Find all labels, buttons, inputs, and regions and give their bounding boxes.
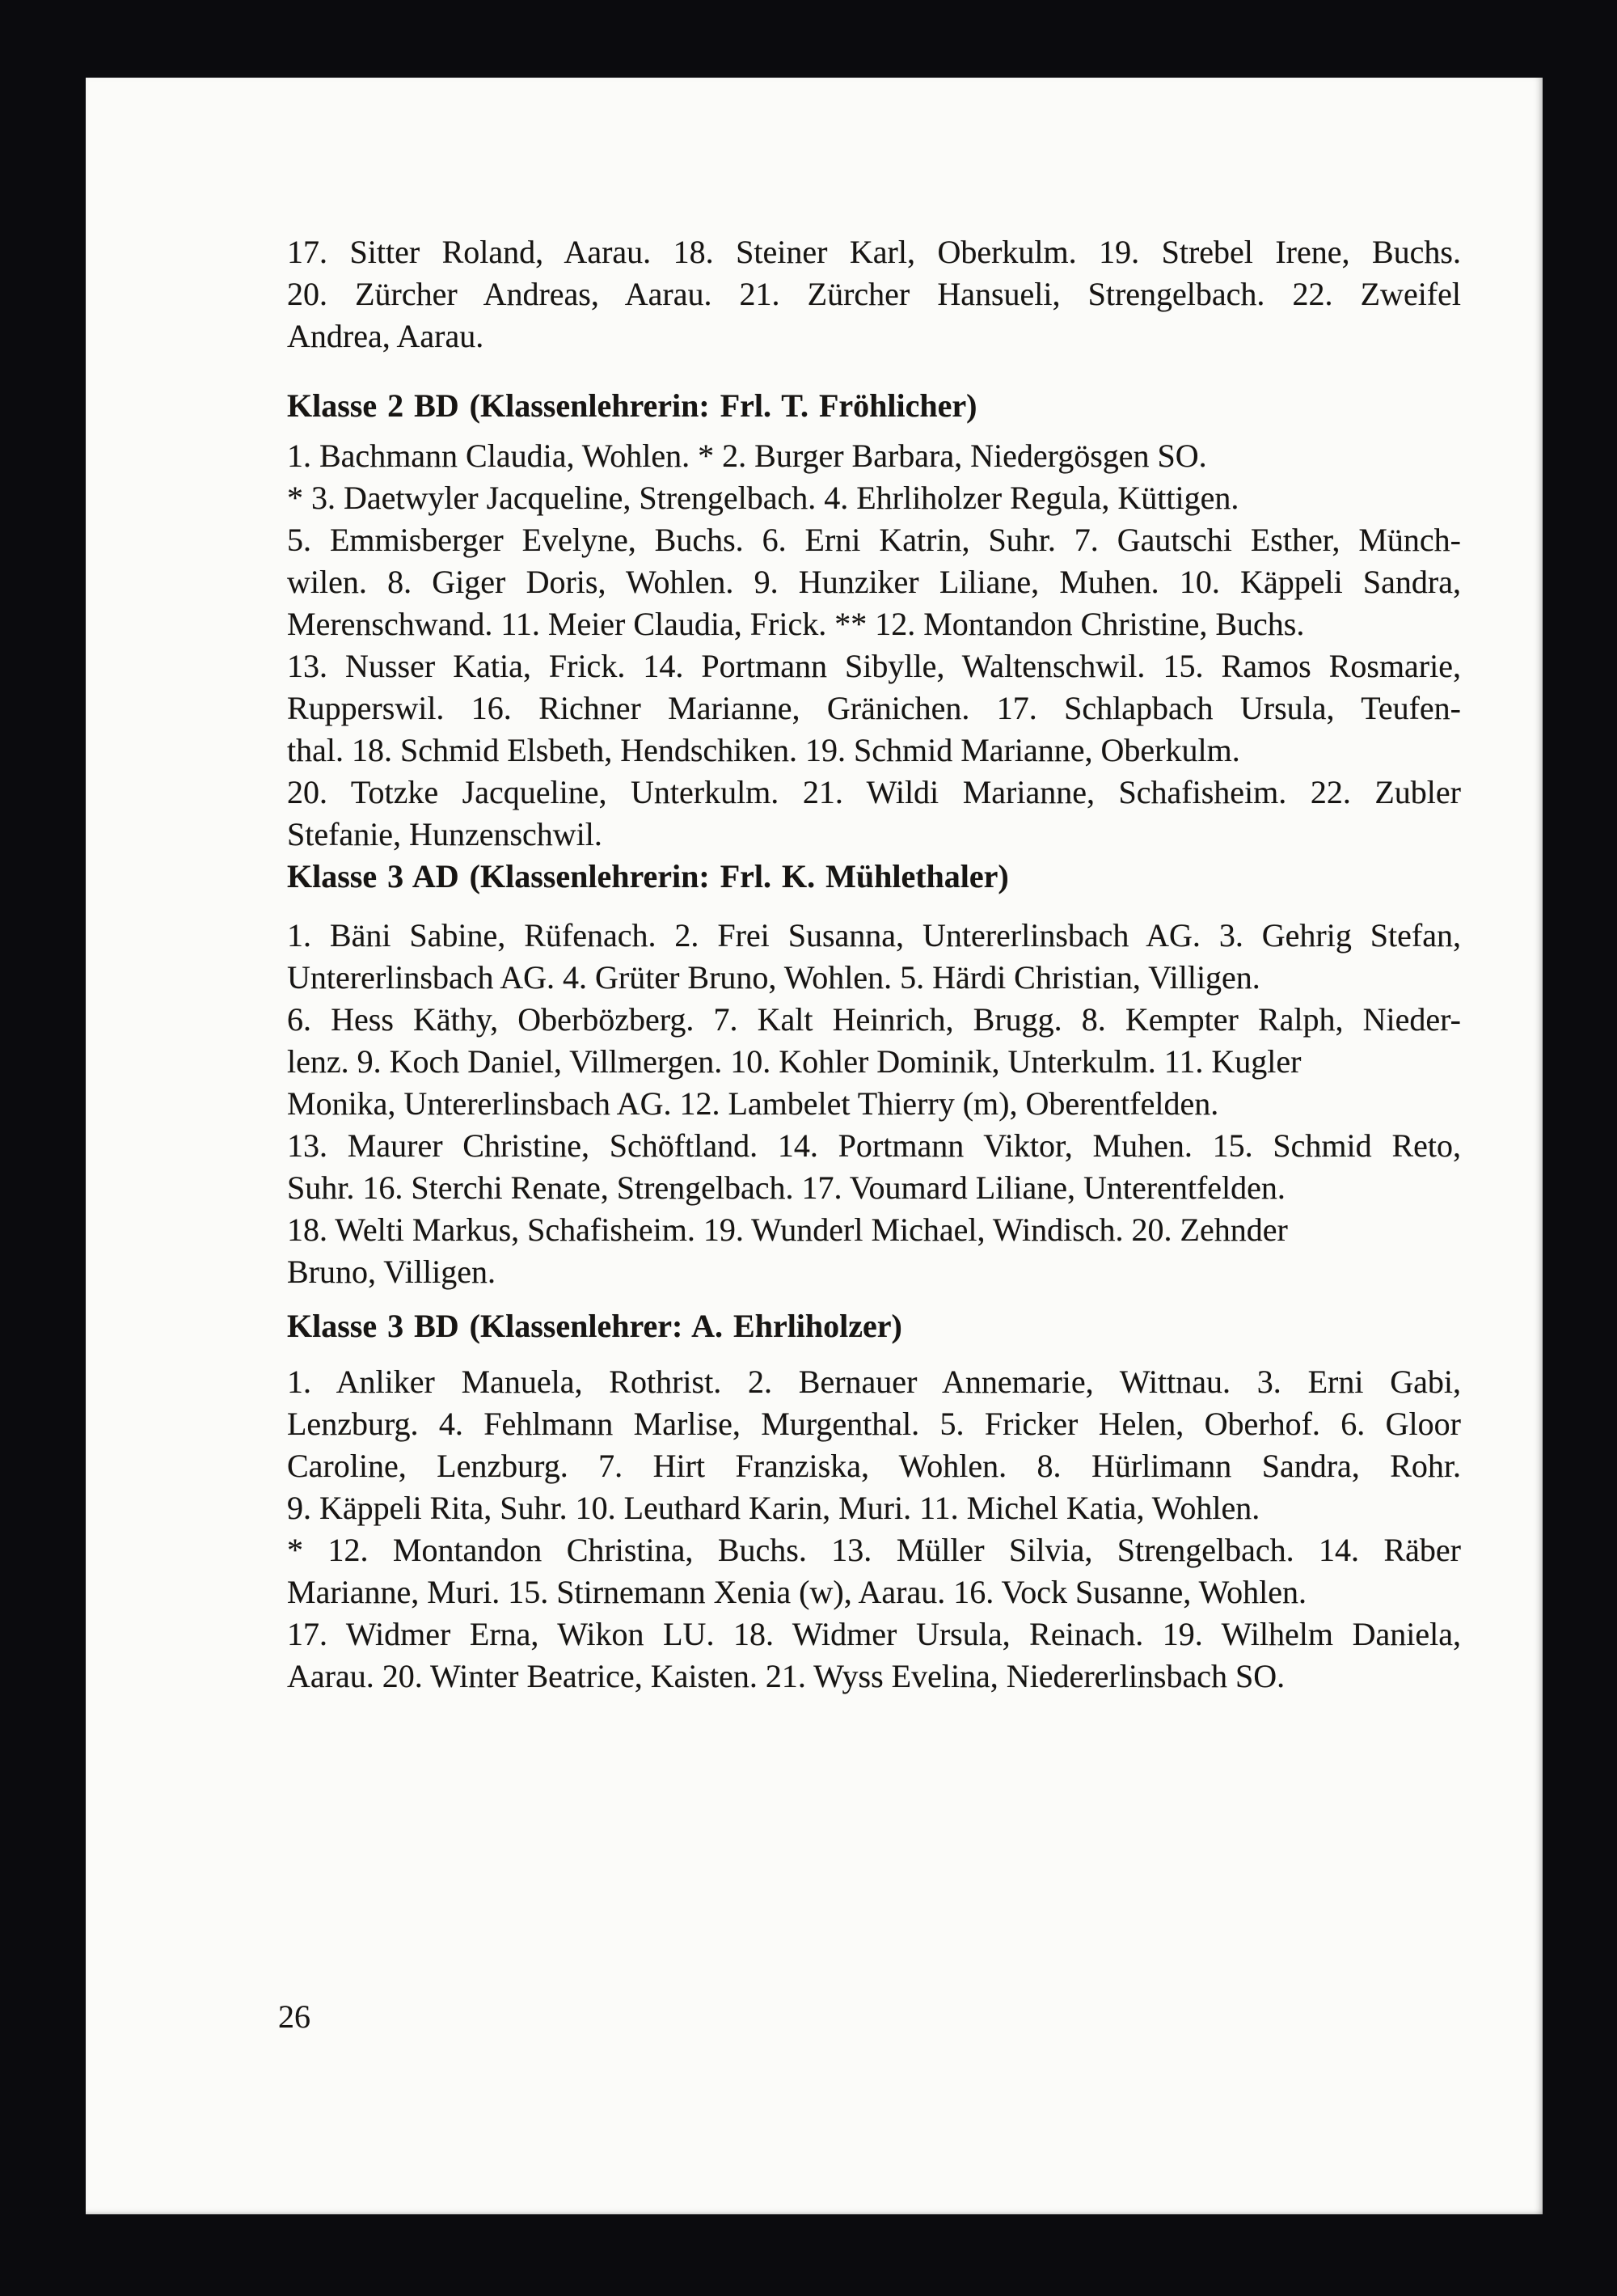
text-line: Marianne, Muri. 15. Stirnemann Xenia (w), Aarau. 16. Vock Susanne, Wohlen. xyxy=(287,1574,1307,1610)
text-line: Monika, Untererlinsbach AG. 12. Lambelet Thierry (m), Oberentfelden. xyxy=(287,1085,1219,1122)
text-line: * 3. Daetwyler Jacqueline, Strengelbach. 4. Ehrliholzer Regula, Küttigen. xyxy=(287,480,1239,516)
text-line: Merenschwand. 11. Meier Claudia, Frick. ** 12. Montandon Christine, Buchs. xyxy=(287,606,1305,642)
text-line: thal. 18. Schmid Elsbeth, Hendschiken. 19. Schmid Marianne, Oberkulm. xyxy=(287,732,1240,768)
text-line: 1. Anliker Manuela, Rothrist. 2. Bernauer Annemarie, Wittnau. 3. Erni Gabi, xyxy=(287,1364,1461,1400)
heading-klasse-3ad: Klasse 3 AD (Klassenlehrerin: Frl. K. Mühlethaler) xyxy=(287,858,1009,894)
text-line: Rupperswil. 16. Richner Marianne, Gränichen. 17. Schlapbach Ursula, Teufen- xyxy=(287,690,1461,726)
text-line: 13. Nusser Katia, Frick. 14. Portmann Sibylle, Waltenschwil. 15. Ramos Rosmarie, xyxy=(287,648,1461,684)
text-line: 1. Bachmann Claudia, Wohlen. * 2. Burger Barbara, Niedergösgen SO. xyxy=(287,438,1207,474)
text-line: 18. Welti Markus, Schafisheim. 19. Wunderl Michael, Windisch. 20. Zehnder xyxy=(287,1211,1288,1248)
text-line: 1. Bäni Sabine, Rüfenach. 2. Frei Susanna, Untererlinsbach AG. 3. Gehrig Stefan, xyxy=(287,917,1461,953)
paragraph-klasse-3bd xyxy=(287,1361,1461,1698)
text-line: Aarau. 20. Winter Beatrice, Kaisten. 21. Wyss Evelina, Niedererlinsbach SO. xyxy=(287,1658,1286,1694)
text-line: 20. Totzke Jacqueline, Unterkulm. 21. Wildi Marianne, Schafisheim. 22. Zubler xyxy=(287,774,1461,810)
text-line: 20. Zürcher Andreas, Aarau. 21. Zürcher Hansueli, Strengelbach. 22. Zweifel xyxy=(287,276,1461,312)
text-line: 17. Sitter Roland, Aarau. 18. Steiner Karl, Oberkulm. 19. Strebel Irene, Buchs. xyxy=(287,234,1461,270)
paragraph-klasse-2ad-continued xyxy=(287,231,1461,357)
text-line: Caroline, Lenzburg. 7. Hirt Franziska, Wohlen. 8. Hürlimann Sandra, Rohr. xyxy=(287,1448,1461,1484)
text-line: Bruno, Villigen. xyxy=(287,1254,496,1290)
paragraph-klasse-2bd xyxy=(287,435,1461,856)
heading-klasse-2bd: Klasse 2 BD (Klassenlehrerin: Frl. T. Fröhlicher) xyxy=(287,387,977,424)
text-line: 13. Maurer Christine, Schöftland. 14. Portmann Viktor, Muhen. 15. Schmid Reto, xyxy=(287,1127,1461,1164)
text-line: 9. Käppeli Rita, Suhr. 10. Leuthard Karin, Muri. 11. Michel Katia, Wohlen. xyxy=(287,1490,1260,1526)
heading-klasse-3bd: Klasse 3 BD (Klassenlehrer: A. Ehrliholzer) xyxy=(287,1308,902,1344)
text-line: 5. Emmisberger Evelyne, Buchs. 6. Erni Katrin, Suhr. 7. Gautschi Esther, Münch- xyxy=(287,522,1461,558)
page-number: 26 xyxy=(278,1998,310,2035)
text-line: Untererlinsbach AG. 4. Grüter Bruno, Wohlen. 5. Härdi Christian, Villigen. xyxy=(287,959,1260,996)
text-line: 17. Widmer Erna, Wikon LU. 18. Widmer Ursula, Reinach. 19. Wilhelm Daniela, xyxy=(287,1616,1461,1652)
text-line: * 12. Montandon Christina, Buchs. 13. Müller Silvia, Strengelbach. 14. Räber xyxy=(287,1532,1461,1568)
document-page xyxy=(86,78,1543,2214)
text-line: Suhr. 16. Sterchi Renate, Strengelbach. 17. Voumard Liliane, Unterentfelden. xyxy=(287,1169,1286,1206)
text-line: Lenzburg. 4. Fehlmann Marlise, Murgenthal. 5. Fricker Helen, Oberhof. 6. Gloor xyxy=(287,1406,1461,1442)
text-line: Andrea, Aarau. xyxy=(287,318,484,354)
text-line: lenz. 9. Koch Daniel, Villmergen. 10. Kohler Dominik, Unterkulm. 11. Kugler xyxy=(287,1043,1302,1080)
text-line: Stefanie, Hunzenschwil. xyxy=(287,816,602,852)
paragraph-klasse-3ad xyxy=(287,915,1461,1293)
text-line: 6. Hess Käthy, Oberbözberg. 7. Kalt Heinrich, Brugg. 8. Kempter Ralph, Nieder- xyxy=(287,1001,1461,1038)
text-line: wilen. 8. Giger Doris, Wohlen. 9. Hunziker Liliane, Muhen. 10. Käppeli Sandra, xyxy=(287,564,1461,600)
